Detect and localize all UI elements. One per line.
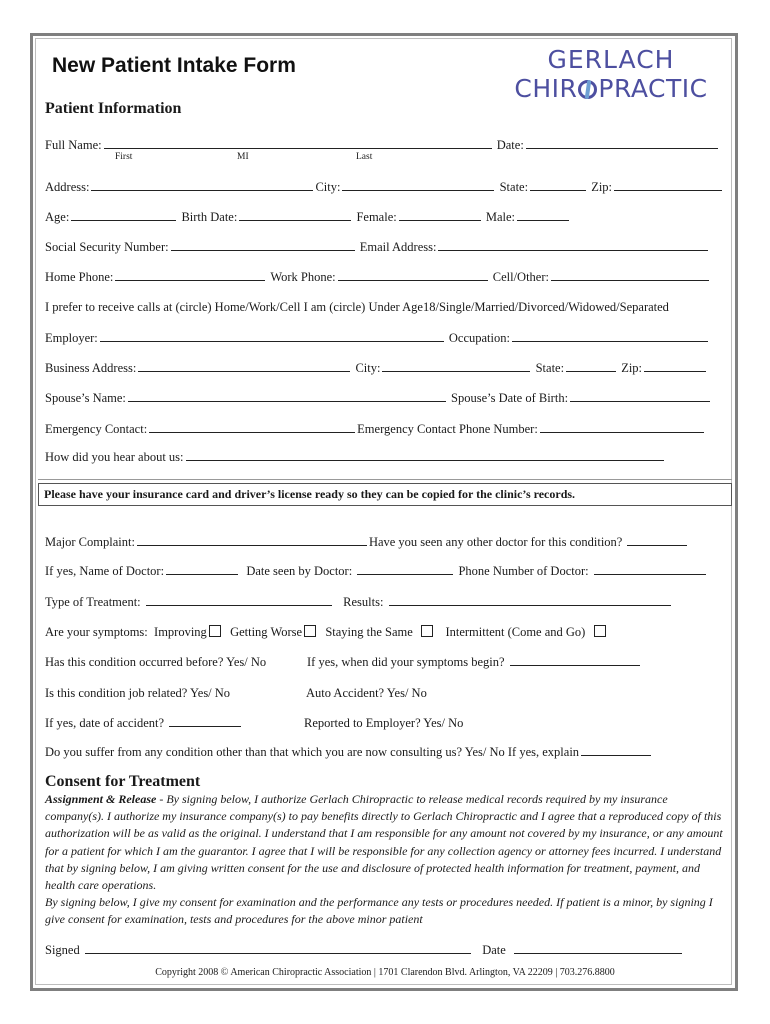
female-label: Female: — [356, 210, 397, 224]
logo-line2 — [498, 74, 724, 104]
age-field[interactable] — [71, 209, 176, 221]
call-preference-text: I prefer to receive calls at (circle) Home/Work/Cell I am (circle) Under Age18/Single/Married/Divorced/Widowed/Separated — [45, 300, 669, 314]
same-checkbox[interactable] — [421, 625, 433, 637]
doctor-name-label: If yes, Name of Doctor: — [45, 564, 165, 578]
employer-field[interactable] — [100, 330, 444, 342]
occupation-label: Occupation: — [448, 331, 510, 345]
divider — [38, 479, 732, 480]
home-phone-field[interactable] — [115, 269, 265, 281]
logo-text-a: CHIR — [514, 74, 578, 103]
state-field[interactable] — [530, 179, 586, 191]
results-field[interactable] — [389, 594, 671, 606]
business-state-field[interactable] — [566, 360, 616, 372]
hear-about-field[interactable] — [186, 449, 664, 461]
work-phone-field[interactable] — [338, 269, 488, 281]
address-label: Address: — [45, 180, 90, 194]
when-begin-label: If yes, when did your symptoms begin? — [307, 655, 505, 669]
full-name-row — [45, 137, 720, 153]
spouse-name-field[interactable] — [128, 390, 446, 402]
consent-paragraph-1: - By signing below, I authorize Gerlach Chiropractic to release medical records required by my insurance company(s). I authorize my insurance company(s) to pay benefits directly to Gerlach Chiropractic and I agree that a reproduced copy of this authorization will be as valid as the original. I understand that I am responsible for any amount not covered by my insurance, or any amount for a patient for which I am the guarantor. I agree that I will be responsible for any collection agency or attorney fees incurred. I understand that by signing below, I am giving written consent for the use and disclosure of protected health information for treatment, payment, and health care operations. — [45, 792, 723, 893]
form-title: New Patient Intake Form — [52, 54, 296, 77]
date-seen-field[interactable] — [357, 563, 453, 575]
business-zip-label: Zip: — [621, 361, 643, 375]
email-label: Email Address: — [359, 240, 437, 254]
date-seen-label: Date seen by Doctor: — [246, 564, 353, 578]
reported-text: Reported to Employer? Yes/ No — [304, 716, 464, 730]
home-phone-label: Home Phone: — [45, 270, 114, 284]
treatment-label: Type of Treatment: — [45, 595, 141, 609]
signature-date-label: Date — [482, 943, 506, 957]
employer-label: Employer: — [45, 331, 98, 345]
worse-checkbox[interactable] — [304, 625, 316, 637]
business-address-row — [45, 360, 708, 376]
work-phone-label: Work Phone: — [270, 270, 336, 284]
ssn-field[interactable] — [171, 239, 355, 251]
doctor-name-field[interactable] — [166, 563, 238, 575]
symptoms-row — [45, 624, 609, 640]
city-label: City: — [315, 180, 341, 194]
other-condition-label: Do you suffer from any condition other than that which you are now consulting us? Yes/ No If yes, explain — [45, 745, 580, 759]
signature-row — [45, 942, 684, 958]
logo-line1: GERLACH — [547, 45, 675, 74]
hear-about-row — [45, 449, 666, 465]
when-begin-field[interactable] — [510, 654, 640, 666]
emergency-contact-label: Emergency Contact: — [45, 422, 148, 436]
results-label: Results: — [343, 595, 384, 609]
other-doctor-field[interactable] — [627, 534, 687, 546]
improving-checkbox[interactable] — [209, 625, 221, 637]
emergency-row — [45, 421, 706, 437]
doctor-row — [45, 563, 708, 579]
other-condition-row — [45, 744, 653, 760]
worse-label: Getting Worse — [230, 625, 303, 639]
business-city-label: City: — [355, 361, 381, 375]
female-field[interactable] — [399, 209, 481, 221]
major-complaint-label: Major Complaint: — [45, 535, 135, 549]
treatment-field[interactable] — [146, 594, 332, 606]
symptoms-label: Are your symptoms: — [45, 625, 148, 639]
date-accident-label: If yes, date of accident? — [45, 716, 165, 730]
consent-heading: Consent for Treatment — [45, 773, 201, 790]
assignment-release-label: Assignment & Release — [45, 792, 157, 806]
complaint-row — [45, 534, 689, 550]
when-begin-row — [307, 654, 642, 670]
phone-row — [45, 269, 711, 285]
consent-text — [45, 791, 725, 929]
intermittent-label: Intermittent (Come and Go) — [445, 625, 586, 639]
major-complaint-field[interactable] — [137, 534, 367, 546]
spine-logo-icon — [578, 80, 597, 99]
doctor-phone-field[interactable] — [594, 563, 706, 575]
address-row — [45, 179, 724, 195]
first-caption: First — [115, 152, 133, 162]
business-address-field[interactable] — [138, 360, 350, 372]
state-label: State: — [499, 180, 529, 194]
male-field[interactable] — [517, 209, 569, 221]
consent-paragraph-2: By signing below, I give my consent for examination and the performance any tests or procedures needed. If patient is a minor, by signing I give consent for examination, tests and procedures for the above minor patient — [45, 895, 713, 927]
hear-about-label: How did you hear about us: — [45, 450, 184, 464]
zip-label: Zip: — [591, 180, 613, 194]
ssn-label: Social Security Number: — [45, 240, 169, 254]
improving-label: Improving — [154, 625, 207, 639]
employer-row — [45, 330, 710, 346]
other-condition-field[interactable] — [581, 744, 651, 756]
job-related-text: Is this condition job related? Yes/ No — [45, 686, 231, 700]
business-zip-field[interactable] — [644, 360, 706, 372]
male-label: Male: — [485, 210, 516, 224]
business-address-label: Business Address: — [45, 361, 137, 375]
spouse-name-label: Spouse’s Name: — [45, 391, 126, 405]
other-doctor-label: Have you seen any other doctor for this condition? — [368, 535, 623, 549]
copyright-footer: Copyright 2008 © American Chiropractic Association | 1701 Clarendon Blvd. Arlington, VA 22209 | 703.276.8800 — [155, 967, 615, 978]
signature-date-field[interactable] — [514, 942, 682, 954]
cell-label: Cell/Other: — [492, 270, 549, 284]
doctor-phone-label: Phone Number of Doctor: — [458, 564, 589, 578]
emergency-contact-field[interactable] — [149, 421, 355, 433]
occurred-before-row — [45, 654, 266, 670]
treatment-row — [45, 594, 673, 610]
patient-info-heading: Patient Information — [45, 100, 182, 117]
birth-date-field[interactable] — [239, 209, 351, 221]
mi-caption: MI — [237, 152, 249, 162]
spouse-dob-label: Spouse’s Date of Birth: — [451, 391, 569, 405]
auto-accident-text: Auto Accident? Yes/ No — [306, 686, 427, 700]
full-name-label: Full Name: — [45, 138, 102, 152]
gerlach-logo — [498, 46, 724, 104]
business-state-label: State: — [535, 361, 565, 375]
intermittent-checkbox[interactable] — [594, 625, 606, 637]
spouse-dob-field[interactable] — [570, 390, 710, 402]
occurred-before-label: Has this condition occurred before? Yes/ No — [45, 655, 267, 669]
ssn-row — [45, 239, 710, 255]
cell-field[interactable] — [551, 269, 709, 281]
occupation-field[interactable] — [512, 330, 708, 342]
age-label: Age: — [45, 210, 70, 224]
spouse-row — [45, 390, 712, 406]
address-field[interactable] — [91, 179, 313, 191]
date-accident-field[interactable] — [169, 715, 241, 727]
emergency-phone-label: Emergency Contact Phone Number: — [357, 422, 538, 436]
birth-date-label: Birth Date: — [181, 210, 238, 224]
zip-field[interactable] — [614, 179, 722, 191]
emergency-phone-field[interactable] — [540, 421, 704, 433]
signed-label: Signed — [45, 943, 80, 957]
signature-field[interactable] — [85, 942, 471, 954]
business-city-field[interactable] — [382, 360, 530, 372]
insurance-notice: Please have your insurance card and driver’s license ready so they can be copied for the clinic’s records. — [38, 483, 732, 506]
date-accident-row — [45, 715, 243, 731]
age-row — [45, 209, 571, 225]
same-label: Staying the Same — [325, 625, 413, 639]
logo-text-b: PRACTIC — [598, 74, 708, 103]
date-label: Date: — [496, 138, 524, 152]
full-name-field[interactable] — [104, 137, 492, 149]
date-field[interactable] — [526, 137, 718, 149]
last-caption: Last — [356, 152, 373, 162]
city-field[interactable] — [342, 179, 494, 191]
email-field[interactable] — [438, 239, 708, 251]
